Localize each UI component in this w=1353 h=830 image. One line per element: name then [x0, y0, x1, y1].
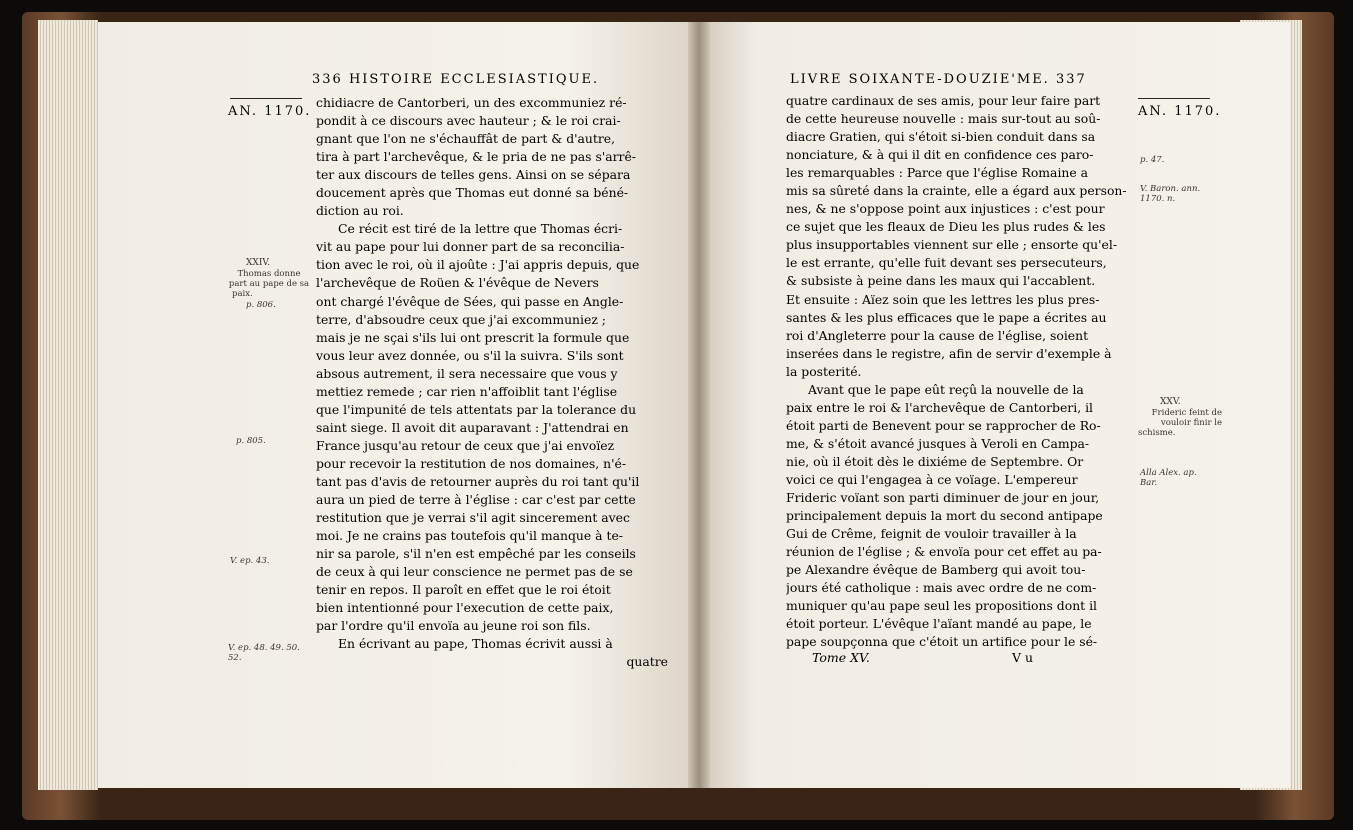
text-line: moi. Je ne crains pas toutefois qu'il manque à te-: [316, 528, 623, 544]
text-line: tira à part l'archevêque, & le pria de ne pas s'arrê-: [316, 149, 636, 165]
text-line: Gui de Crême, feignit de vouloir travailler à la: [786, 526, 1077, 542]
text-line: terre, d'absoudre ceux que j'ai excommuniez ;: [316, 311, 606, 327]
right-running-head: LIVRE SOIXANTE-DOUZIE'ME. 337: [790, 72, 1087, 87]
text-line: & subsiste à peine dans les maux qui l'accablent.: [786, 273, 1096, 289]
text-line: ce sujet que les fleaux de Dieu les plus rudes & les: [786, 219, 1106, 235]
text-line: réunion de l'église ; & envoïa pour cet effet au pa-: [786, 544, 1102, 560]
text-line: tant pas d'avis de retourner auprès du roi tant qu'il: [316, 473, 640, 489]
right-margin-ref-2-line2: 1170. n.: [1140, 194, 1176, 204]
text-line: diction au roi.: [316, 203, 404, 219]
text-line: la posterité.: [786, 363, 862, 379]
left-margin-ref-3: V. ep. 43.: [230, 556, 270, 566]
left-body-text: [316, 94, 668, 672]
text-line: principalement depuis la mort du second antipape: [786, 508, 1103, 524]
text-line: pe Alexandre évêque de Bamberg qui avoit tou-: [786, 562, 1086, 578]
text-line: par l'ordre qu'il envoïa au jeune roi son fils.: [316, 618, 591, 634]
text-line: vous leur avez donnée, ou s'il la suivra. S'ils sont: [316, 347, 624, 363]
text-line: pondit à ce discours avec hauteur ; & le roi crai-: [316, 113, 621, 129]
text-line: ont chargé l'évêque de Sées, qui passe en Angle-: [316, 293, 624, 309]
right-body-text: [786, 92, 1132, 651]
left-running-head: 336 HISTOIRE ECCLESIASTIQUE.: [312, 72, 600, 87]
text-line: nes, & ne s'oppose point aux injustices : c'est pour: [786, 201, 1105, 217]
section-title-line: paix.: [232, 289, 253, 299]
text-line: voici ce qui l'engagea à ce voïage. L'empereur: [786, 471, 1078, 487]
text-line: doucement après que Thomas eut donné sa béné-: [316, 185, 629, 201]
left-page-edges: [38, 20, 98, 790]
text-line: absous autrement, il sera necessaire que vous y: [316, 365, 618, 381]
text-line: ter aux discours de telles gens. Ainsi on se sépara: [316, 167, 631, 183]
text-line: bien intentionné pour l'execution de cette paix,: [316, 600, 614, 616]
text-line: étoit porteur. L'évêque l'aïant mandé au pape, le: [786, 616, 1092, 632]
text-line: paix entre le roi & l'archevêque de Cantorberi, il: [786, 399, 1093, 415]
text-line: me, & s'étoit avancé jusques à Veroli en Campa-: [786, 435, 1090, 451]
left-margin-ref-1: p. 806.: [246, 300, 276, 310]
text-line: mettiez remede ; car rien n'affoiblit tant l'église: [316, 383, 618, 399]
text-line: nir sa parole, s'il n'en est empêché par les conseils: [316, 546, 636, 562]
text-line: vit au pape pour lui donner part de sa reconcilia-: [316, 239, 625, 255]
text-line: nie, où il étoit dès le dixiéme de Septembre. Or: [786, 453, 1084, 469]
text-line: aura un pied de terre à l'église : car c'est par cette: [316, 492, 636, 508]
text-line: de cette heureuse nouvelle : mais sur-tout au soû-: [786, 111, 1101, 127]
text-line: Ce récit est tiré de la lettre que Thomas écri-: [338, 221, 623, 237]
text-line: que l'impunité de tels attentats par la tolerance du: [316, 401, 637, 417]
right-margin-ref-1: p. 47.: [1140, 155, 1165, 165]
text-line: nonciature, & à qui il dit en confidence ces paro-: [786, 147, 1094, 163]
section-title-line: vouloir finir le: [1160, 418, 1222, 428]
text-line: étoit parti de Benevent pour se rapprocher de Ro-: [786, 417, 1101, 433]
text-line: jours été catholique : mais avec ordre de ne com-: [786, 580, 1097, 596]
right-footer-volume: Tome XV.: [812, 650, 870, 665]
text-line: plus insupportables viennent sur elle ; ensorte qu'el-: [786, 237, 1118, 253]
text-line: pour recevoir la restitution de nos domaines, n'é-: [316, 455, 627, 471]
text-line: les remarquables : Parce que l'église Romaine a: [786, 165, 1089, 181]
text-line: pape soupçonna que c'étoit un artifice pour le sé-: [786, 634, 1098, 650]
right-margin-ref-3-line1: Alla Alex. ap.: [1140, 468, 1197, 478]
text-line: inserées dans le registre, afin de servir d'exemple à: [786, 345, 1112, 361]
text-line: tion avec le roi, où il ajoûte : J'ai appris depuis, que: [316, 257, 640, 273]
right-section-number: XXV.: [1160, 397, 1181, 407]
text-line: l'archevêque de Roüen & l'évêque de Nevers: [316, 275, 599, 291]
left-year: AN. 1170.: [228, 104, 312, 119]
text-line: En écrivant au pape, Thomas écrivit aussi à: [338, 636, 613, 652]
text-line: santes & les plus efficaces que le pape a écrites au: [786, 309, 1107, 325]
text-line: restitution que je verrai s'il agit sincerement avec: [316, 510, 630, 526]
text-line: saint siege. Il avoit dit auparavant : J'attendrai en: [316, 419, 629, 435]
text-line: Avant que le pape eût reçû la nouvelle de la: [808, 381, 1084, 397]
text-line: Et ensuite : Aïez soin que les lettres les plus pres-: [786, 291, 1100, 307]
text-line: quatre: [626, 654, 668, 670]
text-line: quatre cardinaux de ses amis, pour leur faire part: [786, 93, 1101, 108]
right-margin-ref-3-line2: Bar.: [1140, 478, 1158, 488]
section-title-line: Thomas donne: [237, 269, 301, 279]
right-year-rule: [1138, 98, 1210, 99]
text-line: gnant que l'on ne s'échauffât de part & d'autre,: [316, 131, 616, 147]
right-section-title: [1138, 408, 1222, 438]
left-section-number: XXIV.: [246, 258, 271, 268]
right-margin-ref-2-line1: V. Baron. ann.: [1140, 184, 1201, 194]
text-line: roi d'Angleterre pour la cause de l'église, soient: [786, 327, 1089, 343]
text-line: tenir en repos. Il paroît en effet que le roi étoit: [316, 582, 611, 598]
text-line: muniquer qu'au pape seul les propositions dont il: [786, 598, 1098, 614]
text-line: mis sa sûreté dans la crainte, elle a égard aux person-: [786, 183, 1127, 199]
left-margin-ref-4-line1: V. ep. 48. 49. 50.: [228, 643, 300, 653]
text-line: France jusqu'au retour de ceux que j'ai envoïez: [316, 437, 615, 453]
text-line: Frideric voïant son parti diminuer de jour en jour,: [786, 490, 1100, 506]
text-line: mais je ne sçai s'ils lui ont prescrit la formule que: [316, 329, 630, 345]
left-section-title: [226, 269, 312, 299]
left-margin-ref-4-line2: 52.: [228, 653, 242, 663]
text-line: diacre Gratien, qui s'étoit si-bien conduit dans sa: [786, 129, 1096, 145]
text-line: le est errante, qu'elle fuit devant ses persecuteurs,: [786, 255, 1107, 271]
section-title-line: Frideric feint de: [1151, 408, 1222, 418]
section-title-line: schisme.: [1138, 428, 1176, 438]
text-line: de ceux à qui leur conscience ne permet pas de se: [316, 564, 633, 580]
left-margin-ref-2: p. 805.: [236, 436, 266, 446]
book-gutter: [688, 22, 710, 788]
left-year-rule: [230, 98, 302, 99]
section-title-line: part au pape de sa: [228, 279, 310, 289]
right-footer-signature: V u: [1012, 650, 1034, 665]
right-year: AN. 1170.: [1138, 104, 1222, 119]
text-line: chidiacre de Cantorberi, un des excommuniez ré-: [316, 95, 627, 110]
